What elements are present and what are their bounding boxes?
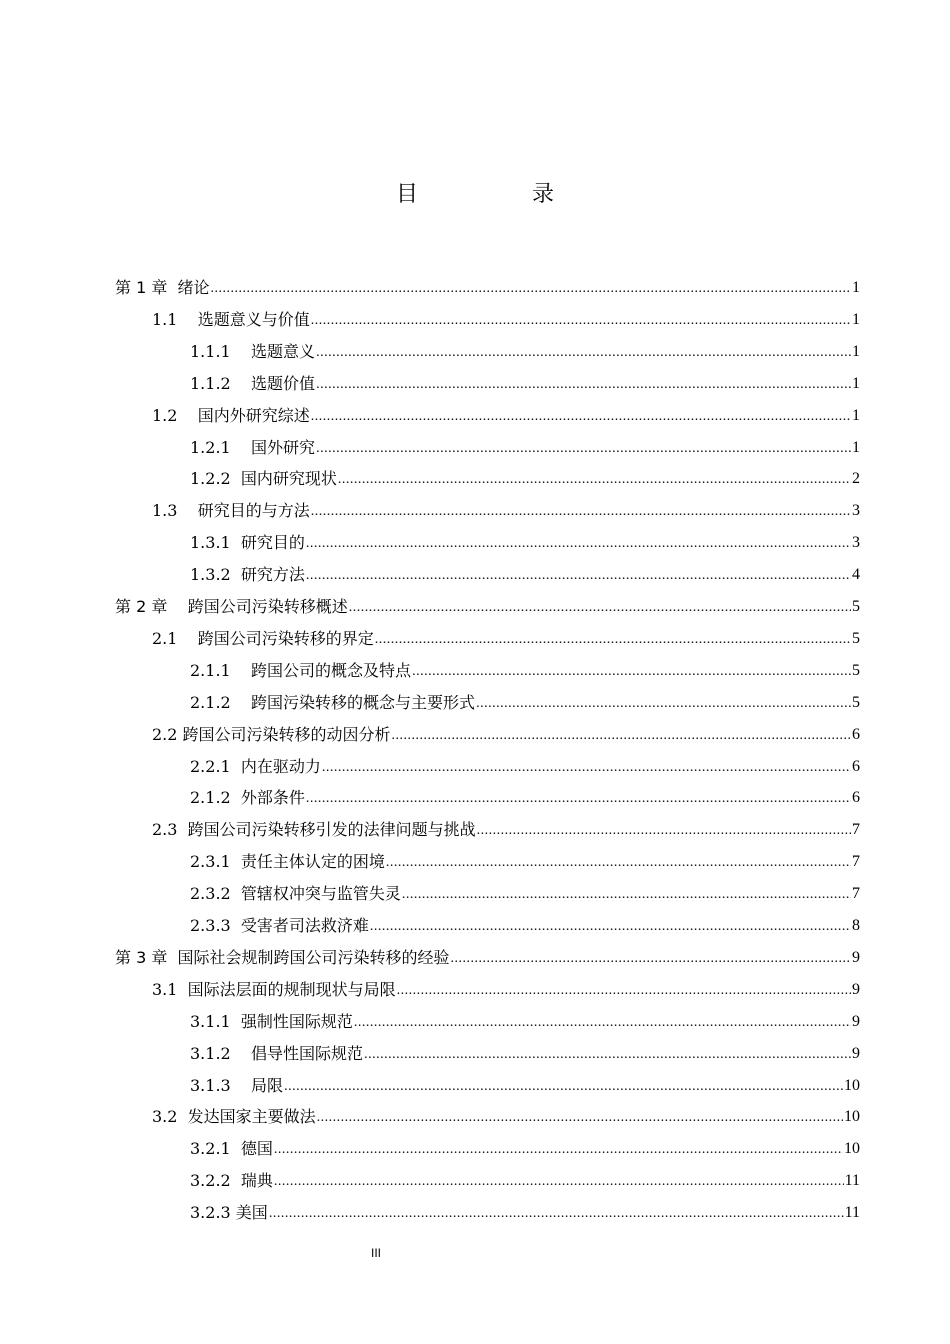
toc-entry-label: 1.1 选题意义与价值 — [152, 310, 310, 329]
toc-entry-label: 2.3.1 责任主体认定的困境 — [190, 852, 385, 871]
toc-leader-dots — [386, 854, 851, 872]
toc-entry-label: 3.1.2 倡导性国际规范 — [190, 1044, 364, 1063]
toc-entry[interactable] — [152, 617, 860, 649]
toc-entry-page: 1 — [852, 407, 860, 424]
toc-entry-label: 2.3 跨国公司污染转移引发的法律问题与挑战 — [152, 820, 476, 839]
toc-entry-label: 3.1 国际法层面的规制现状与局限 — [152, 980, 396, 999]
toc-entry-label: 1.1.2 选题价值 — [190, 374, 316, 393]
toc-entry-label: 1.1.1 选题意义 — [190, 342, 316, 361]
toc-entry-page: 6 — [852, 726, 860, 743]
toc-entry-label: 2.3.3 受害者司法救济难 — [190, 916, 369, 935]
toc-entry[interactable] — [115, 585, 860, 617]
toc-entry[interactable] — [190, 1032, 860, 1064]
toc-leader-dots — [477, 822, 851, 840]
toc-leader-dots — [306, 535, 851, 553]
toc-entry[interactable] — [190, 745, 860, 777]
toc-entry-label: 1.3 研究目的与方法 — [152, 501, 310, 520]
toc-entry[interactable] — [190, 1064, 860, 1096]
toc-entry[interactable] — [152, 808, 860, 840]
toc-entry-page: 5 — [852, 630, 860, 647]
toc-entry[interactable] — [115, 266, 860, 298]
toc-entry[interactable] — [190, 362, 860, 394]
toc-entry-label: 第 3 章 国际社会规制跨国公司污染转移的经验 — [115, 948, 450, 967]
toc-entry-page: 6 — [852, 789, 860, 806]
toc-leader-dots — [306, 790, 851, 808]
toc-entry[interactable] — [190, 681, 860, 713]
toc-entry-page: 9 — [852, 1013, 860, 1030]
toc-leader-dots — [284, 1078, 843, 1096]
toc-entry[interactable] — [152, 1095, 860, 1127]
toc-leader-dots — [349, 599, 851, 617]
toc-entry-label: 2.2.1 内在驱动力 — [190, 757, 321, 776]
toc-entry-page: 3 — [852, 534, 860, 551]
toc-entry-page: 5 — [852, 598, 860, 615]
toc-entry-page: 9 — [852, 1045, 860, 1062]
page-title: 目 录 — [395, 182, 600, 207]
toc-entry-page: 4 — [852, 566, 860, 583]
toc-leader-dots — [322, 759, 851, 777]
toc-entry[interactable] — [190, 872, 860, 904]
toc-leader-dots — [402, 886, 851, 904]
toc-leader-dots — [274, 1173, 844, 1191]
toc-entry-label: 2.1.2 外部条件 — [190, 788, 305, 807]
toc-leader-dots — [311, 408, 851, 426]
toc-entry-label: 3.2.2 瑞典 — [190, 1171, 273, 1190]
toc-entry-label: 第 2 章 跨国公司污染转移概述 — [115, 597, 348, 616]
toc-entry-label: 1.3.2 研究方法 — [190, 565, 305, 584]
toc-entry[interactable] — [152, 489, 860, 521]
toc-entry-page: 1 — [852, 343, 860, 360]
toc-entry-page: 7 — [852, 885, 860, 902]
toc-entry[interactable] — [190, 521, 860, 553]
toc-entry-label: 2.1 跨国公司污染转移的界定 — [152, 629, 374, 648]
toc-leader-dots — [397, 982, 851, 1000]
toc-entry[interactable] — [190, 840, 860, 872]
toc-entry-page: 2 — [852, 470, 860, 487]
toc-entry-page: 5 — [852, 662, 860, 679]
toc-entry-label: 3.1.3 局限 — [190, 1076, 284, 1095]
toc-entry-label: 2.2 跨国公司污染转移的动因分析 — [152, 725, 391, 744]
toc-entry-label: 1.2.2 国内研究现状 — [190, 469, 337, 488]
toc-entry-page: 6 — [852, 758, 860, 775]
toc-leader-dots — [316, 344, 851, 362]
toc-entry-page: 1 — [852, 439, 860, 456]
page-number-footer: III — [370, 1246, 381, 1260]
toc-entry-label: 2.1.1 跨国公司的概念及特点 — [190, 661, 412, 680]
toc-leader-dots — [211, 280, 851, 298]
toc-entry-page: 8 — [852, 917, 860, 934]
toc-leader-dots — [476, 695, 851, 713]
toc-entry-label: 3.2.1 德国 — [190, 1139, 273, 1158]
toc-entry[interactable] — [190, 1127, 860, 1159]
toc-entry-label: 3.2.3 美国 — [190, 1203, 268, 1222]
toc-entry-page: 1 — [852, 311, 860, 328]
toc-leader-dots — [269, 1205, 844, 1223]
toc-leader-dots — [311, 312, 851, 330]
toc-entry-label: 2.3.2 管辖权冲突与监管失灵 — [190, 884, 401, 903]
toc-leader-dots — [316, 440, 851, 458]
toc-leader-dots — [412, 663, 851, 681]
toc-leader-dots — [274, 1141, 843, 1159]
toc-entry-page: 7 — [852, 853, 860, 870]
toc-leader-dots — [370, 918, 851, 936]
toc-entry-page: 5 — [852, 694, 860, 711]
toc-entry-label: 2.1.2 跨国污染转移的概念与主要形式 — [190, 693, 476, 712]
toc-leader-dots — [375, 631, 851, 649]
toc-entry-label: 第 1 章 绪论 — [115, 278, 210, 297]
toc-leader-dots — [392, 727, 851, 745]
toc-entry-label: 3.1.1 强制性国际规范 — [190, 1012, 353, 1031]
toc-entry[interactable] — [190, 904, 860, 936]
toc-entry-label: 1.2 国内外研究综述 — [152, 406, 310, 425]
toc-entry-page: 1 — [852, 375, 860, 392]
toc-leader-dots — [354, 1014, 851, 1032]
toc-leader-dots — [364, 1046, 851, 1064]
toc-entry[interactable] — [152, 298, 860, 330]
toc-entry-label: 1.2.1 国外研究 — [190, 438, 316, 457]
toc-entry[interactable] — [152, 713, 860, 745]
toc-entry[interactable] — [152, 968, 860, 1000]
toc-entry[interactable] — [190, 457, 860, 489]
toc-leader-dots — [316, 376, 851, 394]
toc-entry-page: 10 — [844, 1108, 860, 1125]
toc-entry[interactable] — [152, 394, 860, 426]
toc-leader-dots — [306, 567, 851, 585]
toc-entry-page: 11 — [844, 1172, 860, 1189]
toc-entry-page: 11 — [844, 1204, 860, 1221]
toc-entry[interactable] — [190, 1000, 860, 1032]
toc-entry[interactable] — [190, 776, 860, 808]
toc-entry[interactable] — [190, 553, 860, 585]
toc-entry-page: 9 — [852, 981, 860, 998]
toc-entry[interactable] — [190, 426, 860, 458]
toc-entry-page: 10 — [844, 1140, 860, 1157]
toc-leader-dots — [451, 950, 851, 968]
toc-entry[interactable] — [190, 330, 860, 362]
toc-leader-dots — [317, 1109, 843, 1127]
toc-entry-label: 3.2 发达国家主要做法 — [152, 1107, 316, 1126]
toc-entry-page: 9 — [852, 949, 860, 966]
toc-leader-dots — [338, 471, 851, 489]
toc-entry-page: 1 — [852, 279, 860, 296]
toc-entry[interactable] — [190, 649, 860, 681]
toc-entry-page: 7 — [852, 821, 860, 838]
toc-entry[interactable] — [190, 1191, 860, 1223]
toc-leader-dots — [311, 503, 851, 521]
toc-entry-page: 3 — [852, 502, 860, 519]
toc-entry-label: 1.3.1 研究目的 — [190, 533, 305, 552]
toc-entry[interactable] — [190, 1159, 860, 1191]
toc-entry-page: 10 — [844, 1077, 860, 1094]
toc-entry[interactable] — [115, 936, 860, 968]
